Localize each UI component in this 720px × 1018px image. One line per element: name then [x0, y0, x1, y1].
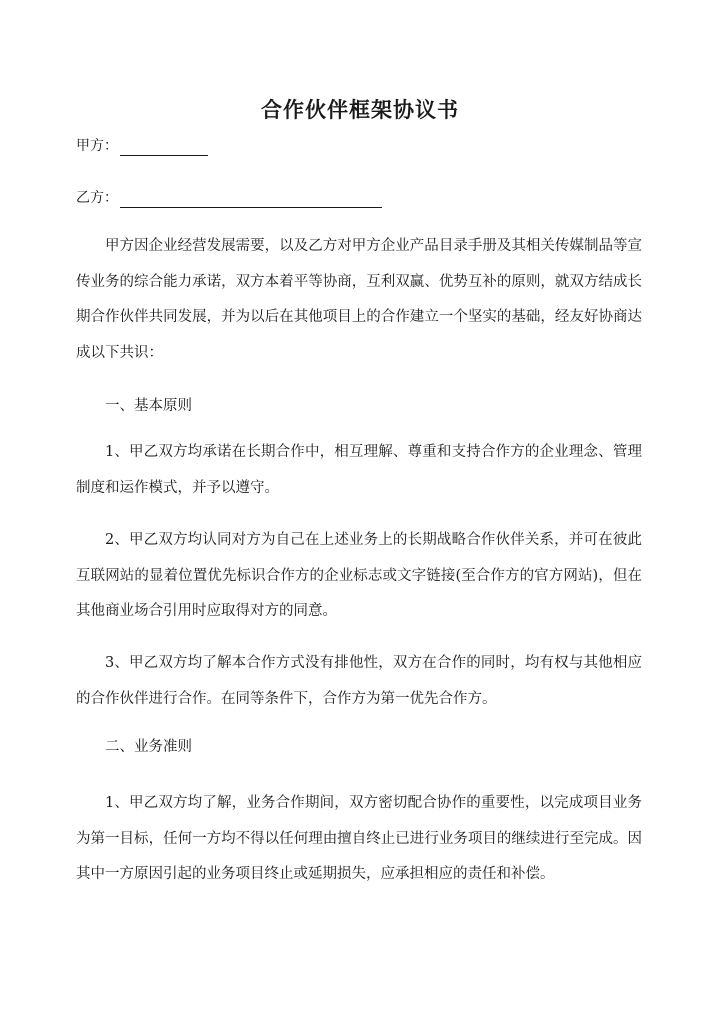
- party-b-line: [76, 188, 382, 208]
- party-a-label: 甲方：: [76, 138, 118, 154]
- section-heading-business-rules: 二、业务准则: [105, 739, 192, 755]
- party-b-blank: [120, 192, 382, 208]
- clause-paragraph: 1、甲乙双方均承诺在长期合作中，相互理解、尊重和支持合作方的企业理念、管理制度和运作模式，并予以遵守。: [76, 444, 642, 496]
- clause-paragraph: 2、甲乙双方均认同对方为自己在上述业务上的长期战略合作伙伴关系，并可在彼此互联网站的显着位置优先标识合作方的企业标志或文字链接(至合作方的官方网站)，但在其他商业场合引用时应取得对方的同意。: [76, 532, 642, 619]
- clause-paragraph: 1、甲乙双方均了解，业务合作期间，双方密切配合协作的重要性，以完成项目业务为第一目标，任何一方均不得以任何理由擅自终止已进行业务项目的继续进行至完成。因其中一方原因引起的业务项目终止或延期损失，应承担相应的责任和补偿。: [76, 795, 642, 882]
- clause-paragraph: 3、甲乙双方均了解本合作方式没有排他性，双方在合作的同时，均有权与其他相应的合作伙伴进行合作。在同等条件下，合作方为第一优先合作方。: [76, 655, 642, 707]
- document-title: 合作伙伴框架协议书: [261, 97, 459, 122]
- party-a-blank: [120, 140, 208, 156]
- section-heading-basic-principles: 一、基本原则: [105, 398, 192, 414]
- intro-paragraph: 甲方因企业经营发展需要，以及乙方对甲方企业产品目录手册及其相关传媒制品等宣传业务的综合能力承诺，双方本着平等协商，互利双赢、优势互补的原则，就双方结成长期合作伙伴共同发展，并为以后在其他项目上的合作建立一个坚实的基础，经友好协商达成以下共识：: [76, 238, 642, 361]
- party-b-label: 乙方：: [76, 190, 118, 206]
- party-a-line: [76, 136, 208, 156]
